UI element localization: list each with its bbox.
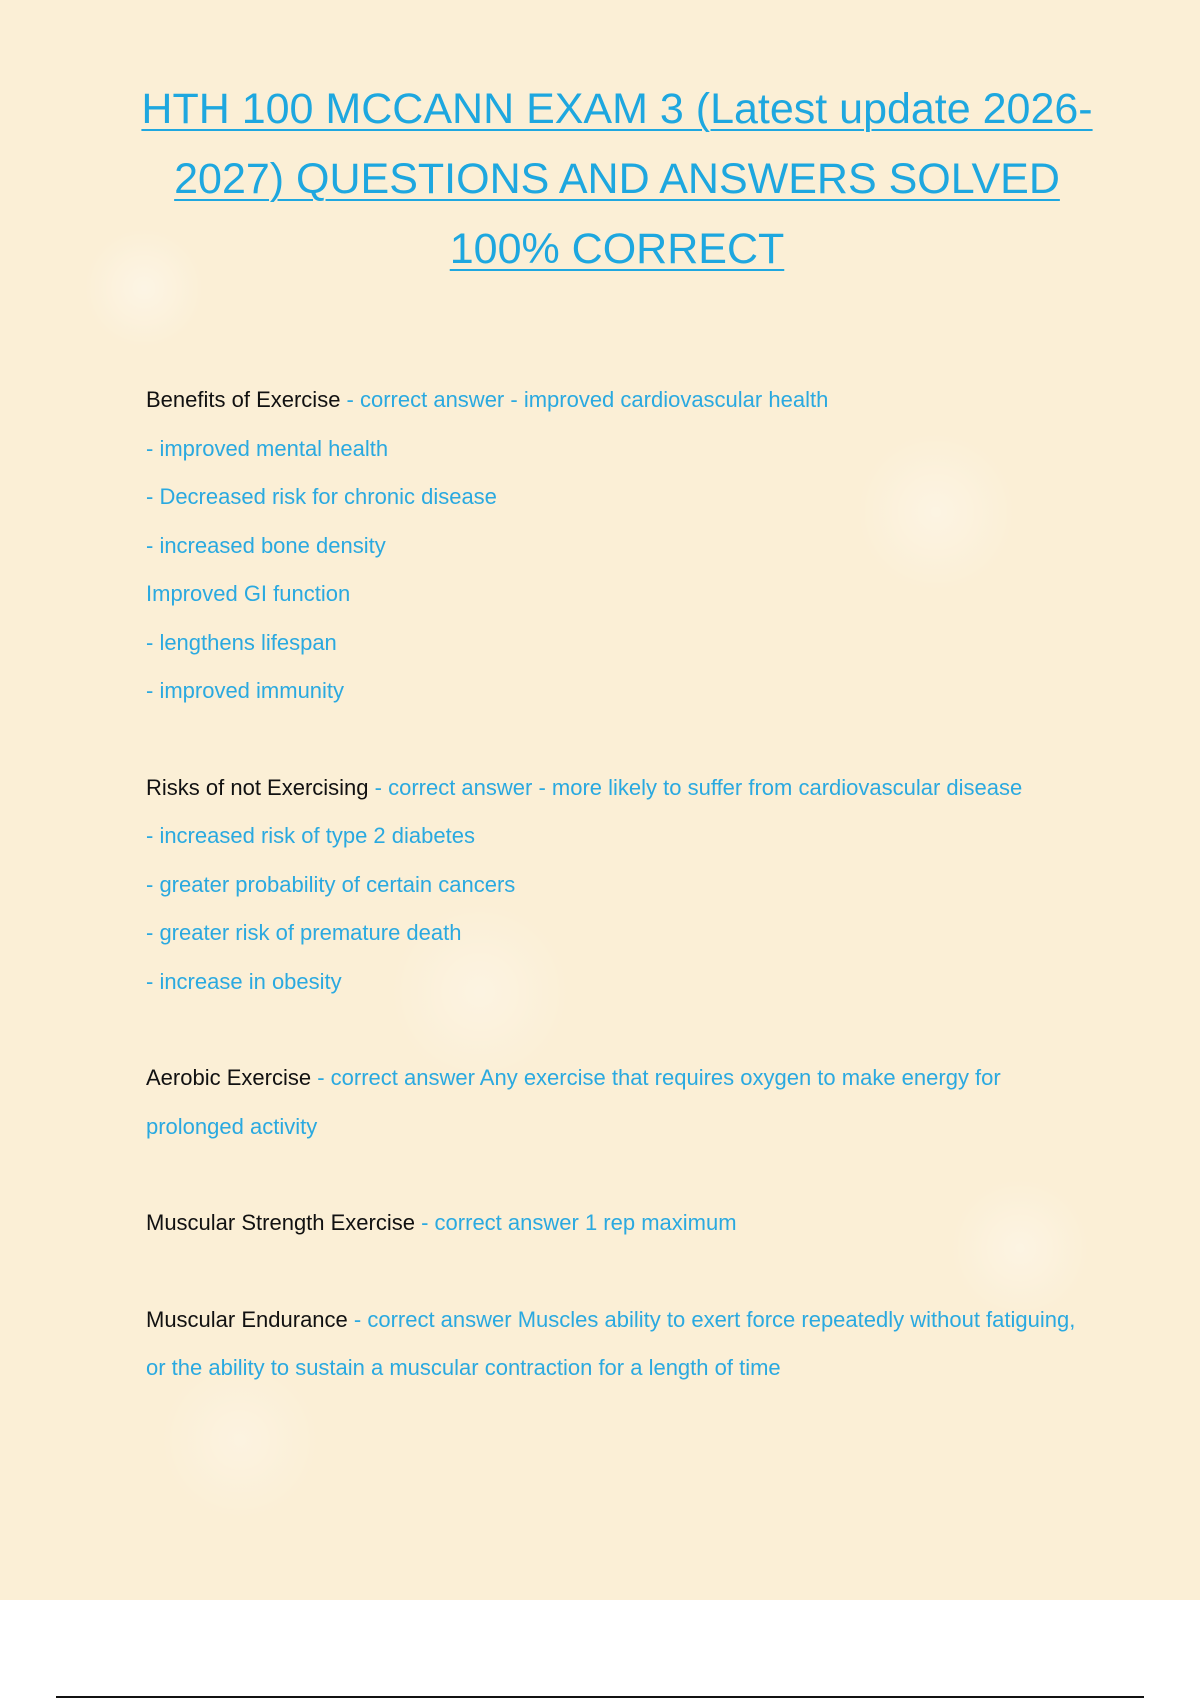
qa-entry-first-line xyxy=(146,1296,1096,1393)
answer-separator: - correct answer - xyxy=(340,387,524,412)
qa-entry-muscular-endurance xyxy=(146,1296,1096,1393)
answer-text: Any exercise that requires oxygen to make energy for prolonged activity xyxy=(146,1065,1001,1139)
answer-line: - improved mental health xyxy=(146,435,389,461)
answer-separator: - correct answer xyxy=(347,1306,518,1332)
qa-entry-first-line xyxy=(146,1199,1096,1248)
answer-text: 1 rep maximum xyxy=(584,1210,737,1235)
question-term: Risks of not Exercising xyxy=(146,774,369,800)
answer-text: Muscles ability to exert force repeatedly without fatiguing, or the ability to sustain a muscular contraction for a length of time xyxy=(146,1306,1076,1380)
question-term: Muscular Endurance xyxy=(146,1306,348,1332)
qa-entry-first-line xyxy=(146,1054,1096,1151)
page-footer-divider xyxy=(56,1696,1144,1698)
qa-entry-aerobic-exercise xyxy=(146,1054,1096,1151)
qa-entry-risks-of-not-exercising xyxy=(146,764,1096,1007)
answer-separator: - correct answer xyxy=(311,1065,480,1090)
question-term: Muscular Strength Exercise xyxy=(146,1210,415,1235)
qa-list xyxy=(146,376,1096,1441)
answer-text: more likely to suffer from cardiovascular disease xyxy=(551,774,1023,800)
answer-line: - Decreased risk for chronic disease xyxy=(146,484,497,509)
answer-line: - greater risk of premature death xyxy=(146,920,462,945)
qa-entry-first-line xyxy=(146,764,1096,813)
answer-line: - lengthens lifespan xyxy=(146,629,337,655)
answer-line: - increased risk of type 2 diabetes xyxy=(146,823,475,848)
question-term: Benefits of Exercise xyxy=(146,387,341,412)
answer-line: - improved immunity xyxy=(146,678,345,703)
answer-separator: - correct answer xyxy=(415,1210,585,1235)
answer-line: Improved GI function xyxy=(146,581,351,606)
answer-separator: - correct answer - xyxy=(368,774,552,800)
question-term: Aerobic Exercise xyxy=(146,1065,312,1090)
answer-line: - greater probability of certain cancers xyxy=(146,871,516,897)
qa-entry-benefits-of-exercise xyxy=(146,376,1096,716)
answer-line: - increased bone density xyxy=(146,532,386,558)
document-title: HTH 100 MCCANN EXAM 3 (Latest update 2026- 2027) QUESTIONS AND ANSWERS SOLVED 100% CORRECT xyxy=(141,85,1093,273)
answer-text: improved cardiovascular health xyxy=(523,387,829,412)
answer-line: - increase in obesity xyxy=(146,968,342,994)
qa-entry-first-line xyxy=(146,376,1096,425)
qa-entry-muscular-strength-exercise xyxy=(146,1199,1096,1248)
